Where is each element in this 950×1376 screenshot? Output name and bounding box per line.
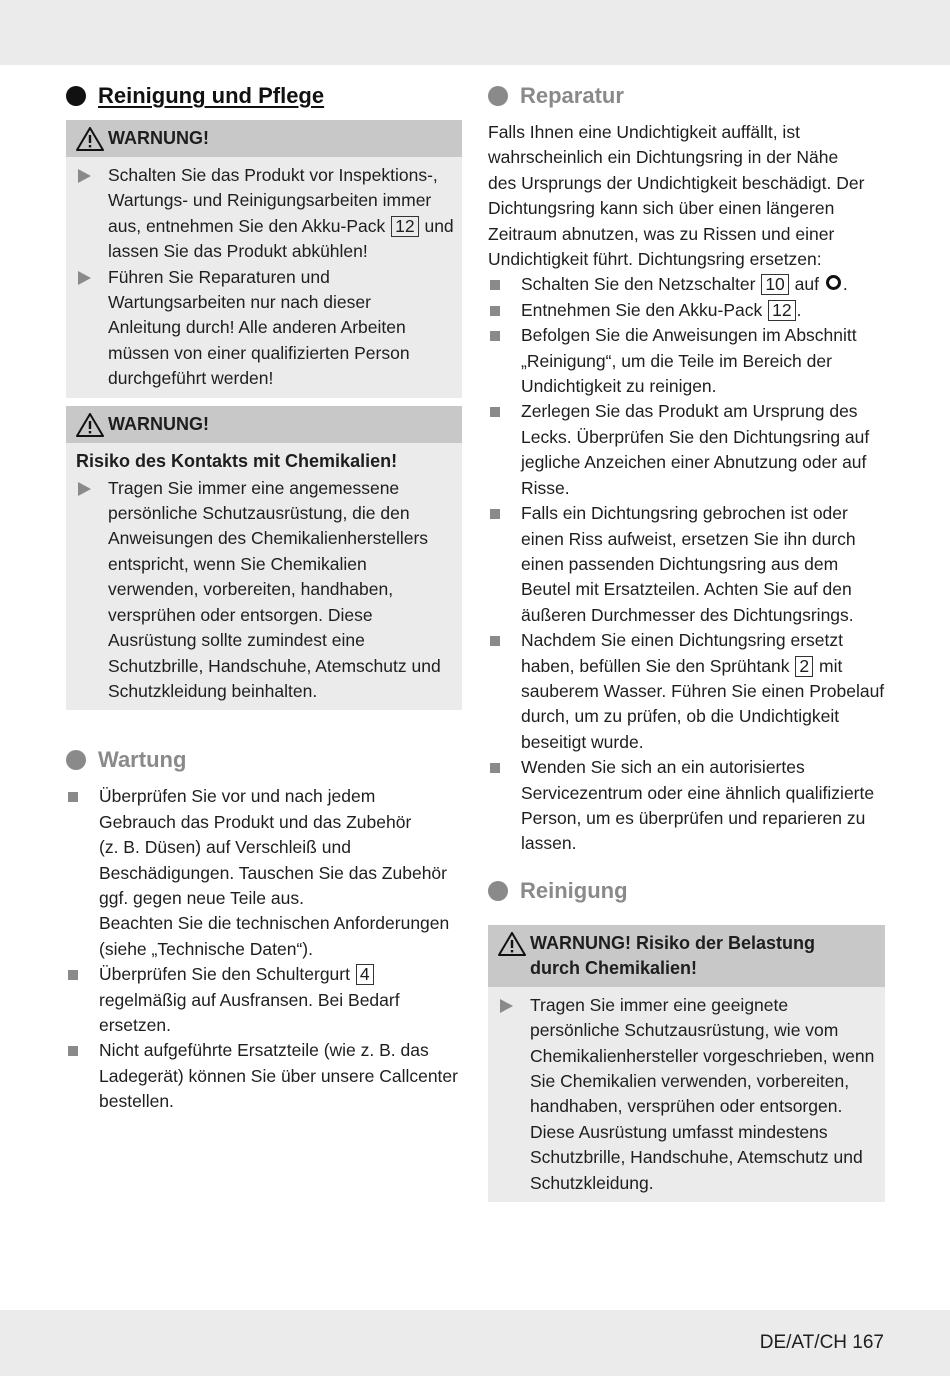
section-heading-reparatur: Reparatur (488, 80, 885, 112)
list-item: Wenden Sie sich an ein autorisiertes Servicezentrum oder eine ähnlich qualifizierte Person, um es überprüfen und reparieren zu lassen. (488, 755, 885, 857)
section-heading-reinigung: Reinigung (488, 875, 885, 907)
page-number: DE/AT/CH 167 (759, 1332, 884, 1353)
wartung-list (66, 784, 462, 1114)
arrow-bullet-icon (500, 999, 513, 1013)
reparatur-intro: Falls Ihnen eine Undichtigkeit auffällt, ist wahrscheinlich ein Dichtungsring in der Nähe des Ursprungs der Undichtigkeit beschädigt. Der Dichtungsring kann sich über einen längeren Zeitraum abnutzen, was zu Rissen und einer Undichtigkeit führt. Dichtungsring ersetzen: (488, 122, 865, 270)
square-bullet-icon (68, 792, 78, 802)
list-item: Überprüfen Sie den Schultergurt 4 regelmäßig auf Ausfransen. Bei Bedarf ersetzen. (66, 962, 462, 1038)
arrow-bullet-icon (78, 482, 91, 496)
warning-box-2 (66, 406, 462, 711)
warning-triangle-icon (76, 413, 104, 437)
square-bullet-icon (68, 970, 78, 980)
warning-box-1 (66, 120, 462, 398)
list-item: Nachdem Sie einen Dichtungsring ersetzt haben, befüllen Sie den Sprühtank 2 mit sauberem Wasser. Führen Sie einen Probelauf durch, um zu prüfen, ob die Undichtigkeit beseitigt wurde. (488, 628, 885, 755)
arrow-bullet-icon (78, 169, 91, 183)
arrow-bullet-icon (78, 271, 91, 285)
right-column (488, 80, 885, 1210)
bullet-dot-icon (488, 881, 508, 901)
part-number-badge: 2 (795, 656, 813, 677)
warning-triangle-icon (498, 932, 526, 956)
square-bullet-icon (490, 509, 500, 519)
warning-box-3 (488, 925, 885, 1202)
list-item: Entnehmen Sie den Akku-Pack 12 . (488, 298, 885, 323)
square-bullet-icon (490, 280, 500, 290)
list-item: Zerlegen Sie das Produkt am Ursprung des Lecks. Überprüfen Sie den Dichtungsring auf jegliche Anzeichen einer Abnutzung oder auf Risse. (488, 399, 885, 501)
list-item: Nicht aufgeführte Ersatzteile (wie z. B. das Ladegerät) können Sie über unsere Callcenter bestellen. (66, 1038, 462, 1114)
bullet-dot-icon (66, 86, 86, 106)
list-item: Überprüfen Sie vor und nach jedem Gebrauch das Produkt und das Zubehör (z. B. Düsen) auf Verschleiß und Beschädigungen. Tauschen Sie das Zubehör ggf. gegen neue Teile aus. Beachten Sie die technischen Anforderungen (siehe „Technische Daten“). (66, 784, 462, 962)
warning-list (66, 476, 462, 705)
square-bullet-icon (490, 331, 500, 341)
part-number-badge: 12 (768, 300, 795, 321)
section-heading-wartung: Wartung (66, 744, 462, 776)
warning-heading: WARNUNG! (66, 406, 462, 443)
warning-list (488, 993, 885, 1196)
power-off-symbol-icon (826, 275, 841, 290)
warning-heading: WARNUNG! (66, 120, 462, 157)
reparatur-list (488, 272, 885, 856)
part-number-badge: 12 (391, 216, 418, 237)
warning-heading: WARNUNG! Risiko der Belastung durch Chemikalien! (488, 925, 885, 987)
square-bullet-icon (490, 407, 500, 417)
square-bullet-icon (490, 306, 500, 316)
list-item: Tragen Sie immer eine angemessene persönliche Schutzausrüstung, die den Anweisungen des Chemikalienherstellers entspricht, wenn Sie Chemikalien verwenden, vorbereiten, handhaben, versprühen oder entsorgen. Diese Ausrüstung sollte zumindest eine Schutzbrille, Handschuhe, Atemschutz und Schutzkleidung beinhalten. (66, 476, 462, 705)
list-item: Schalten Sie das Produkt vor Inspektions-, Wartungs- und Reinigungsarbeiten immer aus, entnehmen Sie den Akku-Pack 12 und lassen Sie das Produkt abkühlen! (66, 163, 462, 265)
list-item: Führen Sie Reparaturen und Wartungsarbeiten nur nach dieser Anleitung durch! Alle anderen Arbeiten müssen von einer qualifizierten Person durchgeführt werden! (66, 265, 462, 392)
left-column (66, 80, 462, 1115)
list-item: Schalten Sie den Netzschalter 10 auf . (488, 272, 885, 297)
bullet-dot-icon (488, 86, 508, 106)
list-item: Tragen Sie immer eine geeignete persönliche Schutzausrüstung, wie vom Chemikalienhersteller vorgeschrieben, wenn Sie Chemikalien verwenden, vorbereiten, handhaben, versprühen oder entsorgen. Diese Ausrüstung umfasst mindestens Schutzbrille, Handschuhe, Atemschutz und Schutzkleidung. (488, 993, 885, 1196)
list-item: Befolgen Sie die Anweisungen im Abschnitt „Reinigung“, um die Teile im Bereich der Undichtigkeit zu reinigen. (488, 323, 885, 399)
warning-subtitle: Risiko des Kontakts mit Chemikalien! (76, 450, 398, 471)
header-band (0, 0, 950, 65)
part-number-badge: 4 (356, 964, 374, 985)
warning-list (66, 163, 462, 392)
section-heading-reinigung-und-pflege: Reinigung und Pflege (66, 80, 462, 112)
warning-triangle-icon (76, 127, 104, 151)
square-bullet-icon (490, 636, 500, 646)
square-bullet-icon (490, 763, 500, 773)
part-number-badge: 10 (761, 274, 788, 295)
bullet-dot-icon (66, 750, 86, 770)
list-item: Falls ein Dichtungsring gebrochen ist oder einen Riss aufweist, ersetzen Sie ihn durch einen passenden Dichtungsring aus dem Beutel mit Ersatzteilen. Achten Sie auf den äußeren Durchmesser des Dichtungsrings. (488, 501, 885, 628)
square-bullet-icon (68, 1046, 78, 1056)
